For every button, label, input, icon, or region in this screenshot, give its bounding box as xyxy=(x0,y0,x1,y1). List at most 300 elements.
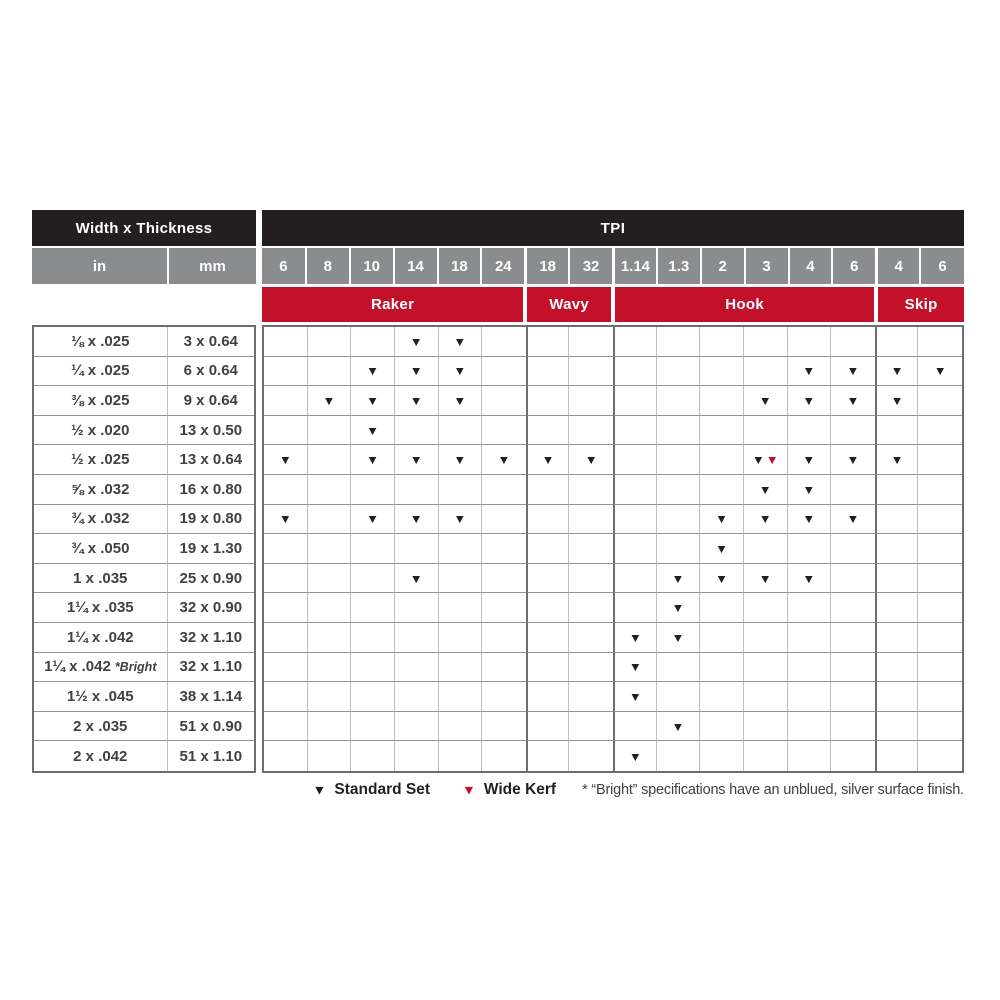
tpi-mark-cell xyxy=(482,386,526,416)
wide-kerf-legend-icon: ▼ xyxy=(462,782,476,798)
tpi-mark-cell xyxy=(395,623,439,653)
standard-set-icon: ▼ xyxy=(278,452,292,467)
standard-set-icon: ▼ xyxy=(758,511,772,527)
tpi-mark-cell xyxy=(569,445,613,475)
tpi-mark-cell xyxy=(744,682,788,712)
tpi-mark-cell xyxy=(744,741,788,771)
tpi-mark-cell xyxy=(569,505,613,535)
tpi-mark-cell xyxy=(439,682,483,712)
standard-set-icon: ▼ xyxy=(751,452,765,467)
tpi-mark-cell xyxy=(439,386,483,416)
tpi-mark-cell xyxy=(613,505,657,535)
tpi-mark-cell xyxy=(613,327,657,357)
tpi-mark-cell xyxy=(700,475,744,505)
tpi-mark-cell xyxy=(308,386,352,416)
standard-set-icon: ▼ xyxy=(671,630,685,645)
tpi-mark-cell xyxy=(918,445,962,475)
tpi-mark-cell xyxy=(700,682,744,712)
tpi-mark-cell xyxy=(395,741,439,771)
legend xyxy=(32,781,964,799)
tpi-mark-cell xyxy=(788,475,832,505)
tpi-mark-cell xyxy=(657,475,701,505)
tpi-mark-cell xyxy=(482,327,526,357)
bright-suffix: *Bright xyxy=(114,659,157,674)
tpi-mark-cell xyxy=(264,682,308,712)
tpi-mark-cell xyxy=(700,357,744,387)
tpi-mark-cell xyxy=(395,445,439,475)
tpi-mark-cell xyxy=(395,386,439,416)
standard-set-icon: ▼ xyxy=(409,363,423,379)
tpi-mark-cell xyxy=(744,593,788,623)
mm-size-cell: 19 x 0.80 xyxy=(168,505,254,535)
tpi-mark-cell xyxy=(308,505,352,535)
mm-size-cell: 38 x 1.14 xyxy=(168,682,254,712)
standard-set-legend-icon: ▼ xyxy=(312,782,327,798)
tpi-mark-cell xyxy=(918,741,962,771)
tpi-mark-cell xyxy=(439,327,483,357)
tpi-mark-cell xyxy=(264,593,308,623)
tpi-value-header: 4 xyxy=(878,248,919,284)
tpi-mark-cell xyxy=(395,505,439,535)
tpi-mark-cell xyxy=(918,416,962,446)
in-size-cell: 1 x .035 xyxy=(34,564,168,594)
tpi-mark-cell xyxy=(657,593,701,623)
standard-set-icon: ▼ xyxy=(671,718,685,734)
tpi-mark-cell xyxy=(264,653,308,683)
mm-size-cell: 32 x 1.10 xyxy=(168,653,254,683)
tpi-mark-cell xyxy=(439,653,483,683)
tpi-value-header: 8 xyxy=(307,248,349,284)
tpi-value-header: 14 xyxy=(395,248,437,284)
tpi-value-header: 2 xyxy=(702,248,744,284)
tpi-mark-cell xyxy=(613,386,657,416)
tpi-mark-cell xyxy=(308,682,352,712)
unit-header-row xyxy=(32,248,964,284)
tpi-value-header: 32 xyxy=(570,248,612,284)
tpi-mark-cell xyxy=(264,741,308,771)
tpi-value-header: 1.14 xyxy=(615,248,656,284)
tpi-mark-cell xyxy=(700,534,744,564)
tpi-mark-cell xyxy=(875,534,919,564)
standard-set-icon: ▼ xyxy=(278,511,292,527)
tpi-mark-cell xyxy=(482,505,526,535)
tpi-mark-cell xyxy=(831,653,875,683)
wide-kerf-icon: ▼ xyxy=(765,452,779,467)
tpi-mark-cell xyxy=(744,564,788,594)
tpi-mark-cell xyxy=(569,712,613,742)
size-columns xyxy=(32,325,256,773)
in-size-cell: 2 x .042 xyxy=(34,741,168,771)
mm-size-cell: 51 x 1.10 xyxy=(179,747,243,765)
table-title-row xyxy=(32,210,964,246)
tpi-mark-cell xyxy=(439,445,483,475)
tpi-value-header: 6 xyxy=(833,248,875,284)
tpi-mark-cell xyxy=(395,327,439,357)
tpi-mark-cell xyxy=(831,386,875,416)
tpi-mark-cell xyxy=(395,357,439,387)
mm-size-cell: 32 x 1.10 xyxy=(168,623,254,653)
tpi-mark-cell xyxy=(875,712,919,742)
standard-set-icon: ▼ xyxy=(846,511,860,527)
set-type-band-raker: Raker xyxy=(262,287,523,322)
tpi-mark-cell xyxy=(569,357,613,387)
tpi-mark-cell xyxy=(439,357,483,387)
tpi-mark-cell xyxy=(569,564,613,594)
mm-size-cell: 3 x 0.64 xyxy=(168,327,254,357)
standard-set-icon: ▼ xyxy=(322,393,336,408)
tpi-mark-cell xyxy=(918,593,962,623)
tpi-mark-cell xyxy=(526,357,570,387)
tpi-mark-cell xyxy=(526,475,570,505)
tpi-mark-cell xyxy=(875,505,919,535)
mm-size-cell: 9 x 0.64 xyxy=(168,386,254,416)
tpi-mark-cell xyxy=(351,386,395,416)
tpi-mark-cell xyxy=(351,445,395,475)
tpi-mark-cell xyxy=(308,741,352,771)
mm-size-cell: 13 x 0.50 xyxy=(168,416,254,446)
tpi-mark-cell xyxy=(482,534,526,564)
tpi-mark-cell xyxy=(395,534,439,564)
tpi-mark-cell xyxy=(875,593,919,623)
tpi-mark-cell xyxy=(700,386,744,416)
tpi-mark-cell xyxy=(308,534,352,564)
standard-set-icon: ▼ xyxy=(671,600,685,615)
standard-set-icon: ▼ xyxy=(409,334,423,349)
tpi-mark-cell xyxy=(569,327,613,357)
tpi-mark-cell xyxy=(918,564,962,594)
tpi-mark-cell xyxy=(613,475,657,505)
tpi-mark-cell xyxy=(526,445,570,475)
set-type-band-wavy: Wavy xyxy=(527,287,611,322)
standard-set-icon: ▼ xyxy=(933,363,947,379)
tpi-mark-cell xyxy=(700,505,744,535)
tpi-mark-cell xyxy=(439,593,483,623)
tpi-mark-cell xyxy=(351,327,395,357)
tpi-mark-cell xyxy=(875,445,919,475)
tpi-mark-cell xyxy=(744,416,788,446)
tpi-mark-cell xyxy=(875,682,919,712)
tpi-mark-cell xyxy=(918,357,962,387)
tpi-mark-cell xyxy=(439,505,483,535)
in-size-cell: ¾ x .050 xyxy=(34,534,168,564)
in-size-cell: 1¼ x .042 *Bright xyxy=(34,653,168,683)
tpi-mark-cell xyxy=(788,357,832,387)
standard-set-icon: ▼ xyxy=(890,393,904,408)
tpi-mark-cell xyxy=(744,712,788,742)
tpi-mark-cell xyxy=(482,445,526,475)
tpi-mark-cell xyxy=(875,327,919,357)
standard-set-icon: ▼ xyxy=(453,393,467,408)
tpi-mark-cell xyxy=(482,653,526,683)
tpi-mark-cell xyxy=(657,712,701,742)
tpi-mark-cell xyxy=(569,623,613,653)
tpi-mark-cell xyxy=(569,682,613,712)
tpi-value-header: 1.3 xyxy=(658,248,700,284)
tpi-mark-cell xyxy=(613,741,657,771)
tpi-mark-cell xyxy=(918,475,962,505)
set-type-band-row xyxy=(32,287,964,322)
standard-set-icon: ▼ xyxy=(584,452,598,467)
tpi-mark-cell xyxy=(788,741,832,771)
tpi-mark-cell xyxy=(569,593,613,623)
tpi-mark-cell xyxy=(657,386,701,416)
tpi-mark-cell xyxy=(613,534,657,564)
tpi-mark-cell xyxy=(264,357,308,387)
tpi-mark-cell xyxy=(875,416,919,446)
tpi-mark-cell xyxy=(657,623,701,653)
tpi-mark-cell xyxy=(700,416,744,446)
tpi-mark-cell xyxy=(482,564,526,594)
tpi-mark-cell xyxy=(526,741,570,771)
tpi-mark-cell xyxy=(351,416,395,446)
tpi-mark-cell xyxy=(657,505,701,535)
standard-set-icon: ▼ xyxy=(715,511,728,527)
tpi-mark-cell xyxy=(788,653,832,683)
set-type-band-skip: Skip xyxy=(878,287,964,322)
tpi-mark-cell xyxy=(657,416,701,446)
standard-set-icon: ▼ xyxy=(409,393,423,408)
tpi-value-header: 6 xyxy=(262,248,305,284)
standard-set-icon: ▼ xyxy=(409,452,423,467)
tpi-mark-cell xyxy=(308,416,352,446)
standard-set-icon: ▼ xyxy=(453,334,467,349)
tpi-mark-cell xyxy=(351,475,395,505)
tpi-mark-cell xyxy=(788,505,832,535)
tpi-mark-cell xyxy=(482,593,526,623)
tpi-mark-cell xyxy=(569,386,613,416)
tpi-spec-table xyxy=(32,210,964,773)
tpi-mark-cell xyxy=(569,475,613,505)
standard-set-icon: ▼ xyxy=(366,422,379,438)
tpi-mark-cell xyxy=(831,505,875,535)
tpi-mark-cell xyxy=(613,653,657,683)
tpi-mark-cell xyxy=(526,623,570,653)
in-size-cell: 2 x .035 xyxy=(34,712,168,742)
tpi-mark-cell xyxy=(875,653,919,683)
tpi-mark-cell xyxy=(526,534,570,564)
in-size-cell: ½ x .020 xyxy=(34,416,168,446)
tpi-mark-cell xyxy=(700,623,744,653)
tpi-mark-cell xyxy=(439,741,483,771)
tpi-mark-cell xyxy=(526,416,570,446)
standard-set-icon: ▼ xyxy=(890,363,904,379)
tpi-mark-cell xyxy=(264,534,308,564)
standard-set-icon: ▼ xyxy=(366,511,379,527)
tpi-mark-cell xyxy=(351,593,395,623)
tpi-mark-cell xyxy=(351,623,395,653)
tpi-mark-cell xyxy=(788,327,832,357)
tpi-mark-cell xyxy=(744,445,788,475)
tpi-mark-cell xyxy=(351,534,395,564)
tpi-mark-cell xyxy=(351,682,395,712)
standard-set-icon: ▼ xyxy=(758,393,772,408)
tpi-mark-cell xyxy=(831,682,875,712)
tpi-mark-cell xyxy=(700,445,744,475)
in-size-cell: ⅛ x .025 xyxy=(34,327,168,357)
tpi-mark-cell xyxy=(482,682,526,712)
standard-set-icon: ▼ xyxy=(366,393,379,408)
standard-set-icon: ▼ xyxy=(628,749,642,764)
tpi-mark-cell xyxy=(264,327,308,357)
tpi-mark-cell xyxy=(831,741,875,771)
table-body xyxy=(32,325,964,773)
tpi-header: TPI xyxy=(262,210,964,246)
tpi-mark-cell xyxy=(613,445,657,475)
standard-set-icon: ▼ xyxy=(846,393,860,408)
tpi-mark-cell xyxy=(700,712,744,742)
width-thickness-header: Width x Thickness xyxy=(32,210,256,246)
tpi-mark-cell xyxy=(526,593,570,623)
standard-set-icon: ▼ xyxy=(671,570,685,586)
tpi-mark-cell xyxy=(308,593,352,623)
standard-set-icon: ▼ xyxy=(802,393,816,408)
tpi-mark-cell xyxy=(482,741,526,771)
tpi-mark-cell xyxy=(875,564,919,594)
tpi-mark-cell xyxy=(918,534,962,564)
tpi-value-header: 6 xyxy=(921,248,964,284)
tpi-mark-cell xyxy=(351,564,395,594)
tpi-mark-cell xyxy=(482,357,526,387)
wide-kerf-legend-label: Wide Kerf xyxy=(483,781,557,798)
tpi-mark-cell xyxy=(395,712,439,742)
bright-footnote: * “Bright” specifications have an unblued, silver surface finish. xyxy=(582,782,964,798)
tpi-mark-cell xyxy=(918,386,962,416)
tpi-value-header: 4 xyxy=(790,248,832,284)
tpi-mark-cell xyxy=(395,564,439,594)
tpi-mark-cell xyxy=(875,386,919,416)
tpi-mark-cell xyxy=(308,357,352,387)
in-size-cell: ¼ x .025 xyxy=(34,357,168,387)
tpi-mark-cell xyxy=(788,564,832,594)
standard-set-legend-label: Standard Set xyxy=(334,781,431,798)
tpi-mark-cell xyxy=(264,564,308,594)
tpi-mark-cell xyxy=(831,534,875,564)
tpi-mark-cell xyxy=(308,564,352,594)
mm-size-cell: 16 x 0.80 xyxy=(168,475,254,505)
tpi-mark-cell xyxy=(700,653,744,683)
standard-set-icon: ▼ xyxy=(802,363,816,379)
tpi-mark-cell xyxy=(395,653,439,683)
tpi-mark-cell xyxy=(788,445,832,475)
standard-set-icon: ▼ xyxy=(802,511,816,527)
in-size-cell: ⅝ x .032 xyxy=(34,475,168,505)
tpi-mark-cell xyxy=(744,653,788,683)
tpi-mark-cell xyxy=(264,505,308,535)
standard-set-icon: ▼ xyxy=(628,630,642,645)
tpi-mark-cell xyxy=(700,741,744,771)
standard-set-icon: ▼ xyxy=(409,570,423,586)
mm-size-cell: 13 x 0.64 xyxy=(168,445,254,475)
standard-set-icon: ▼ xyxy=(802,482,816,497)
tpi-mark-cell xyxy=(788,386,832,416)
tpi-mark-cell xyxy=(613,623,657,653)
tpi-mark-cell xyxy=(831,475,875,505)
tpi-mark-cell xyxy=(264,623,308,653)
standard-set-icon: ▼ xyxy=(628,659,642,675)
tpi-mark-cell xyxy=(308,623,352,653)
tpi-mark-cell xyxy=(788,534,832,564)
mm-column-header: mm xyxy=(169,248,256,284)
tpi-mark-cell xyxy=(308,445,352,475)
tpi-mark-cell xyxy=(657,682,701,712)
standard-set-icon: ▼ xyxy=(758,482,772,497)
tpi-mark-cell xyxy=(351,357,395,387)
tpi-mark-cell xyxy=(526,712,570,742)
tpi-mark-cell xyxy=(439,564,483,594)
tpi-mark-cell xyxy=(613,564,657,594)
mm-size-cell: 25 x 0.90 xyxy=(168,564,254,594)
tpi-mark-cell xyxy=(788,623,832,653)
standard-set-icon: ▼ xyxy=(802,570,816,586)
tpi-mark-cell xyxy=(657,445,701,475)
standard-set-icon: ▼ xyxy=(890,452,904,467)
tpi-mark-cell xyxy=(264,386,308,416)
tpi-mark-cell xyxy=(831,416,875,446)
tpi-mark-cell xyxy=(744,327,788,357)
in-size-cell: ½ x .025 xyxy=(34,445,168,475)
tpi-mark-cell xyxy=(918,682,962,712)
tpi-mark-cell xyxy=(351,653,395,683)
tpi-mark-cell xyxy=(395,593,439,623)
tpi-value-header: 18 xyxy=(527,248,568,284)
set-type-bands xyxy=(262,287,964,322)
tpi-mark-grid xyxy=(262,325,964,773)
tpi-mark-cell xyxy=(482,475,526,505)
tpi-mark-cell xyxy=(308,712,352,742)
standard-set-icon: ▼ xyxy=(409,511,423,527)
standard-set-icon: ▼ xyxy=(453,511,467,527)
tpi-mark-cell xyxy=(831,564,875,594)
tpi-mark-cell xyxy=(569,741,613,771)
in-size-cell: 1¼ x .035 xyxy=(34,593,168,623)
tpi-mark-cell xyxy=(439,416,483,446)
tpi-value-header: 24 xyxy=(482,248,524,284)
in-size-cell: 1¼ x .042 xyxy=(34,623,168,653)
tpi-mark-cell xyxy=(831,593,875,623)
standard-set-icon: ▼ xyxy=(453,363,467,379)
tpi-mark-cell xyxy=(264,712,308,742)
tpi-mark-cell xyxy=(526,327,570,357)
tpi-mark-cell xyxy=(875,475,919,505)
tpi-mark-cell xyxy=(744,534,788,564)
tpi-mark-cell xyxy=(744,475,788,505)
tpi-mark-cell xyxy=(482,712,526,742)
tpi-mark-cell xyxy=(831,327,875,357)
standard-set-icon: ▼ xyxy=(758,570,772,586)
tpi-mark-cell xyxy=(351,712,395,742)
tpi-mark-cell xyxy=(526,386,570,416)
standard-set-icon: ▼ xyxy=(802,452,816,467)
tpi-mark-cell xyxy=(613,682,657,712)
tpi-mark-cell xyxy=(613,416,657,446)
tpi-mark-cell xyxy=(788,416,832,446)
in-column-header: in xyxy=(32,248,167,284)
standard-set-icon: ▼ xyxy=(846,452,860,467)
tpi-mark-cell xyxy=(831,623,875,653)
mm-size-cell: 32 x 0.90 xyxy=(168,593,254,623)
standard-set-icon: ▼ xyxy=(846,363,860,379)
tpi-mark-cell xyxy=(744,386,788,416)
tpi-mark-cell xyxy=(264,475,308,505)
tpi-mark-cell xyxy=(657,534,701,564)
tpi-mark-cell xyxy=(831,712,875,742)
tpi-mark-cell xyxy=(439,712,483,742)
tpi-mark-cell xyxy=(264,416,308,446)
standard-set-icon: ▼ xyxy=(715,541,728,556)
standard-set-icon: ▼ xyxy=(497,452,511,467)
mm-size-cell: 19 x 1.30 xyxy=(168,534,254,564)
tpi-value-header: 3 xyxy=(746,248,788,284)
